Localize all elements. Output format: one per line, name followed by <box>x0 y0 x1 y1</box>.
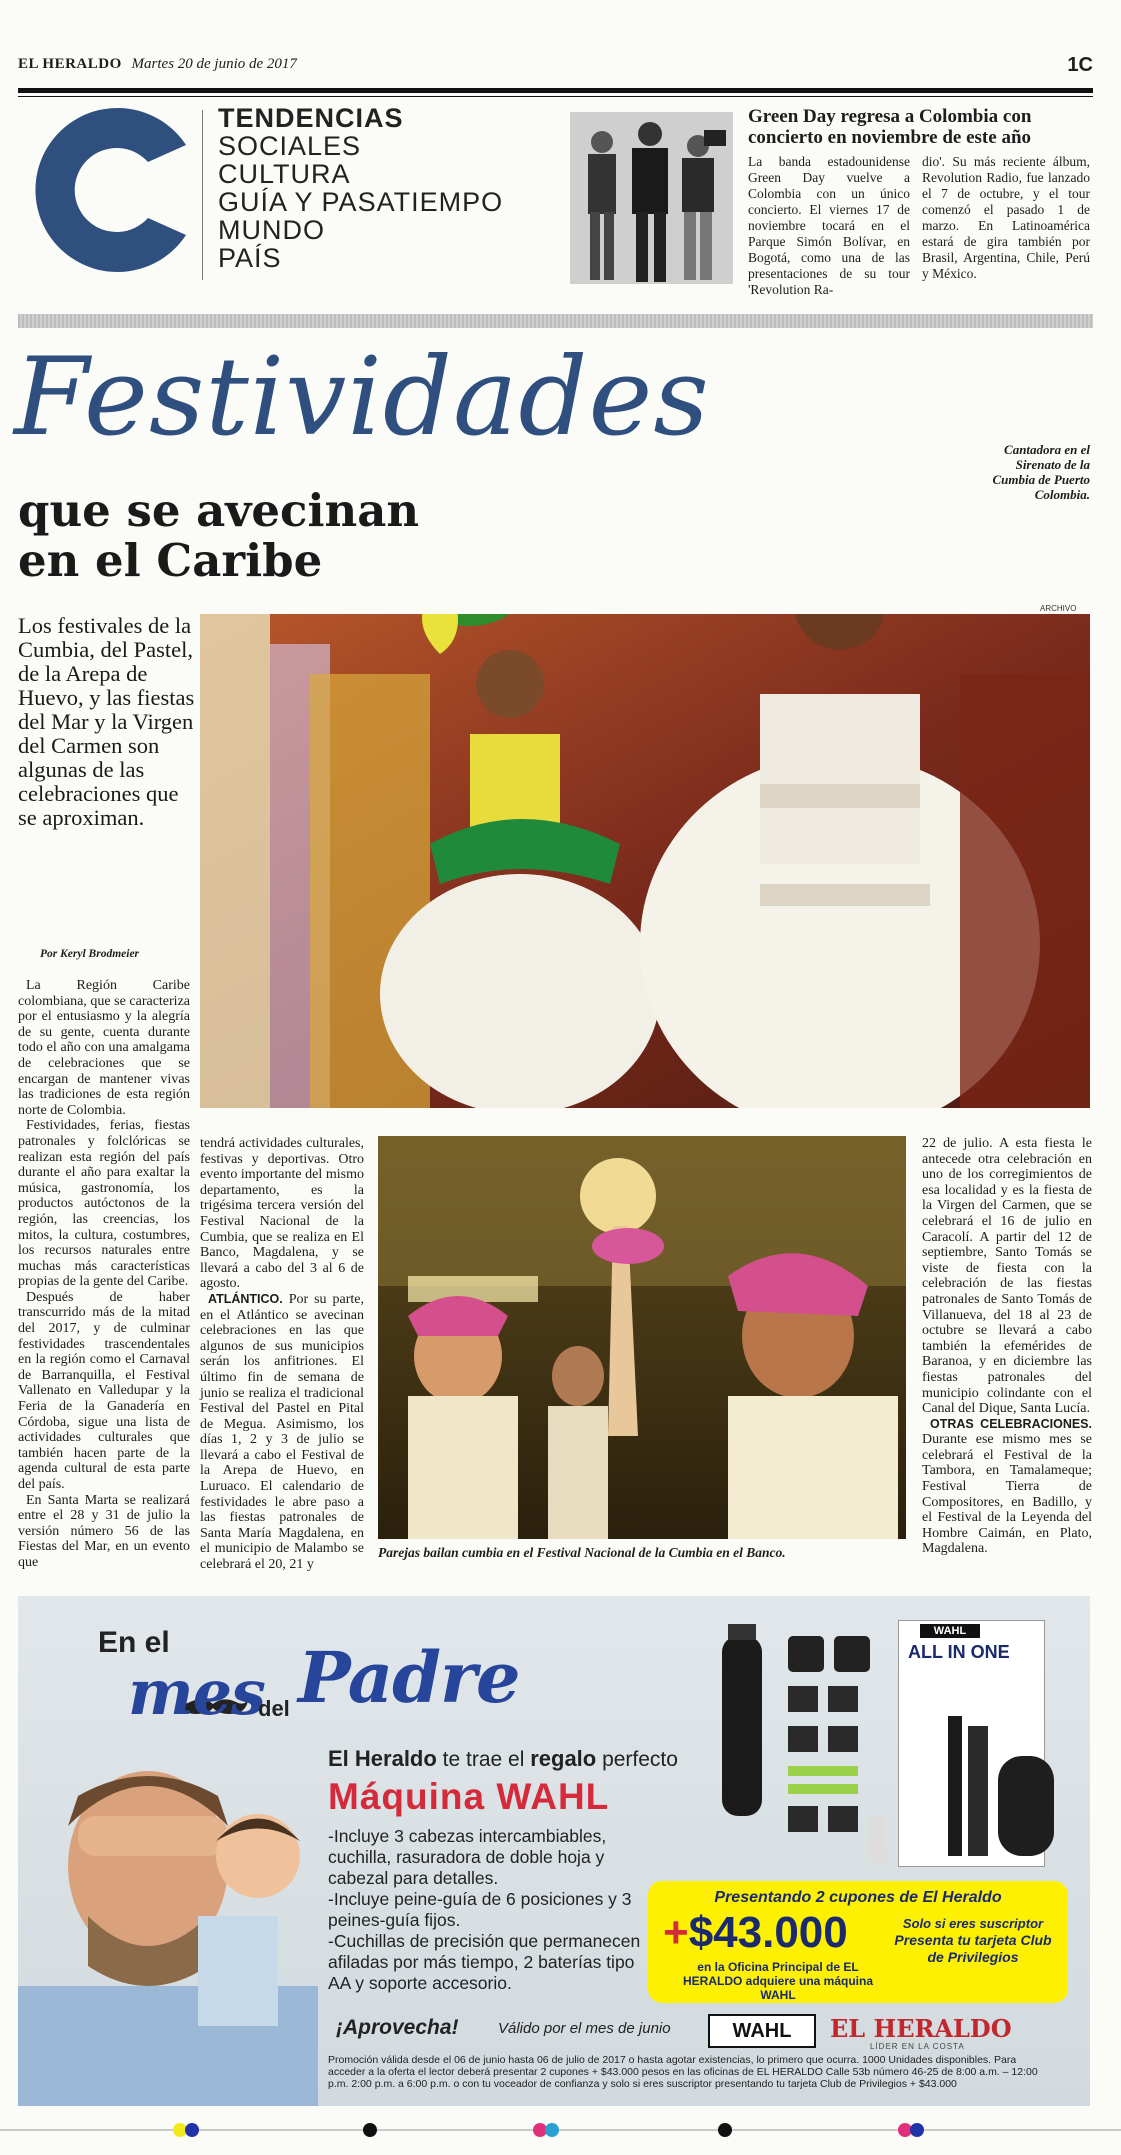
wahl-advertisement[interactable] <box>18 1596 1090 2106</box>
heraldo-tagline: LÍDER EN LA COSTA <box>870 2042 965 2051</box>
article-headline: Festividades <box>14 335 710 460</box>
coupon-subscriber-note <box>888 1916 1058 1966</box>
ad-feature-item: -Incluye peine-guía de 6 posiciones y 3 peines-guía fijos. <box>328 1889 632 1930</box>
price-value: $43.000 <box>688 1908 848 1957</box>
section-band <box>18 314 1093 328</box>
subscriber-only: Solo si eres suscriptor <box>902 1916 1044 1931</box>
section-divider <box>202 110 203 280</box>
section-item-guia[interactable]: GUÍA Y PASATIEMPO <box>218 187 504 217</box>
ad-validity: Válido por el mes de junio <box>498 2020 671 2037</box>
ad-tagline-regalo: regalo <box>530 1746 597 1771</box>
trimmer-kit-image <box>708 1616 898 1876</box>
box-title: ALL IN ONE <box>908 1642 1010 1662</box>
section-item-cultura[interactable]: CULTURA <box>218 159 351 189</box>
comb-brush-image <box>938 1696 1058 1866</box>
body-paragraph: 22 de julio. A esta fiesta le antecede otra celebración en uno de los corregimientos de esa localidad y es la fiesta de la Virgen del Carmen, que se celebrará el 16 de julio en Caracolí. A partir del 12 de septiembre, Santo Tomás se viste de fiesta con la celebración de las fiestas patronales de Santo Tomás de Villanueva, del 18 al 23 de octubre se llevará a cabo también la efemérides de Baranoa, y en diciembre las fiestas patronales del municipio colindante con el Canal del Dique, Santa Lucía. <box>922 1136 1092 1417</box>
body-paragraph: Después de haber transcurrido más de la mitad del 2017, y de culminar festividades trascendentales en la región como el Carnaval de Barranquilla, el Festival Vallenato en Valledupar y la Feria de la Ganadería en Córdoba, sigue una lista de actividades culturales que también hacen parte de la agenda cultural de esta parte del país. <box>18 1289 190 1492</box>
issue-date: Martes 20 de junio de 2017 <box>131 56 297 72</box>
ad-del: del <box>258 1696 290 1721</box>
ad-padre: Padre <box>298 1636 520 1719</box>
ad-mes: mes <box>128 1656 265 1729</box>
ad-product-name: Máquina WAHL <box>328 1776 610 1817</box>
section-letter-c <box>16 100 206 280</box>
greenday-headline[interactable]: Green Day regresa a Colombia con concierto en noviembre de este año <box>748 106 1032 148</box>
father-child-photo <box>18 1736 318 2106</box>
section-item-sociales[interactable]: SOCIALES <box>218 131 362 161</box>
ad-cta: ¡Aprovecha! <box>336 2016 459 2039</box>
paper-name: EL HERALDO <box>18 56 122 72</box>
page-number: 1C <box>1067 54 1093 76</box>
ad-legal-text: Promoción válida desde el 06 de junio hasta 06 de julio de 2017 o hasta agotar existencias, lo primero que ocurra. 1000 Unidades disponibles. Para acceder a la oferta el lector deberá presentar 2 cupones + $43.000 pesos en las oficinas de EL HERALDO Calle 53b número 46-25 de 8:00 a.m. – 12:00 p.m. 2:00 p.m. a 6:00 p.m. o con tu voceador de confianza y solo si eres suscriptor presentando tu tarjeta Club de Privilegios + $43.000 <box>328 2054 1038 2090</box>
photo-cumbia-dancers <box>378 1136 906 1539</box>
article-body-col4 <box>922 1136 1092 1557</box>
ad-feature-list <box>328 1826 658 1994</box>
ad-en-el: En el <box>98 1626 170 1659</box>
photo-caption: Cantadora en el Sirenato de la Cumbia de Puerto Colombia. <box>992 442 1090 502</box>
price-plus-sign: + <box>663 1908 689 1957</box>
ad-tagline-brand: El Heraldo <box>328 1746 437 1771</box>
greenday-body-col1: La banda estadounidense Green Day vuelve a Colombia con un único concierto. El viernes 17 de noviembre tocará en el Parque Simón Bolívar, en Bogotá, como una de las presentaciones de su tour 'Revolution Ra- <box>748 154 910 297</box>
greenday-body-col2: dio'. Su más reciente álbum, Revolution Radio, fue lanzado el 7 de octubre, y el tour comenzó el pasado 1 de marzo. En Latinoamérica estará de gira también por Brasil, Argentina, Chile, Perú y México. <box>922 154 1090 281</box>
header-rule <box>18 88 1093 93</box>
section-item-tendencias[interactable]: TENDENCIAS <box>218 103 404 133</box>
article-subhead <box>18 486 419 586</box>
subhead-line-2: en el Caribe <box>18 534 323 587</box>
page-header <box>18 56 1093 78</box>
body-paragraph: Festividades, ferias, fiestas patronales y folclóricas se realizan esta región del país durante el año para exaltar la música, gastronomía, los productos autóctonos de la región, las creencias, los mitos, la cultura, costumbres, los recursos naturales entre muchas más características propias de la gente del Caribe. <box>18 1118 190 1290</box>
ad-tagline-end: perfecto <box>596 1748 678 1771</box>
ad-feature-item: -Cuchillas de precisión que permanecen afiladas por más tiempo, 2 baterías tipo AA y soporte accesorio. <box>328 1931 641 1993</box>
club-card-note: Presenta tu tarjeta Club de Privilegios <box>894 1932 1052 1965</box>
section-list <box>218 104 503 272</box>
article-lede: Los festivales de la Cumbia, del Pastel, de la Arepa de Huevo, y las fiestas del Mar y la Virgen del Carmen son algunas de las celebraciones que se aproximan. <box>18 613 195 830</box>
body-paragraph <box>922 1417 1092 1557</box>
body-paragraph: En Santa Marta se realizará entre el 28 y 31 de julio la versión número 56 de las Fiestas del Mar, en un evento que <box>18 1492 190 1570</box>
coupon-heading: Presentando 2 cupones de El Heraldo <box>714 1889 1002 1906</box>
article-body-col1 <box>18 978 190 1571</box>
ad-tagline <box>328 1746 678 1772</box>
lead-in-otras: OTRAS CELEBRACIONES. <box>930 1416 1092 1431</box>
box-brand: WAHL <box>920 1624 980 1638</box>
body-text: Durante ese mismo mes se celebrará el Festival de la Tambora, en Tamalameque; Festival Tierra de Compositores, en Badillo, y el Festival de la Leyenda del Hombre Caimán, en Plato, Magdalena. <box>922 1432 1092 1557</box>
header-rule-thin <box>18 96 1093 97</box>
section-item-pais[interactable]: PAÍS <box>218 243 282 273</box>
ad-feature-item: -Incluye 3 cabezas intercambiables, cuchilla, rasuradora de doble hoja y cabezal para detalles. <box>328 1826 607 1888</box>
body-paragraph: La Región Caribe colombiana, que se caracteriza por el entusiasmo y la alegría de su gente, cuenta durante todo el año con una amalgama de celebraciones que se encargan de mantener vivas las tradiciones de esta región norte de Colombia. <box>18 978 190 1118</box>
lead-in-atlantico: ATLÁNTICO. <box>208 1291 283 1306</box>
article-byline: Por Keryl Brodmeier <box>40 948 140 960</box>
heraldo-logo: EL HERALDO <box>830 2014 1012 2043</box>
body-text: Por su parte, en el Atlántico se avecinan celebraciones en las que algunos de sus municipios serán los anfitriones. El último fin de semana de junio se realiza el tradicional Festival del Pastel en Pital de Megua. Asimismo, los días 1, 2 y 3 de julio se llevará a cabo el Festival de la Arepa de Huevo, en Luruaco. El calendario de festividades le abre paso a las fiestas patronales de Santa María Magdalena, en el municipio de Malambo se celebrará el 20, 21 y <box>200 1291 364 1573</box>
main-photo-dancers <box>200 614 1090 1108</box>
body-paragraph: tendrá actividades culturales, festivas y deportivas. Otro evento importante del mismo departamento, es la trigésima tercera versión del Festival Nacional de la Cumbia, que se realiza en El Banco, Magdalena, y se llevará a cabo del 3 al 6 de agosto. <box>200 1136 364 1292</box>
subhead-line-1: que se avecinan <box>18 484 420 537</box>
coupon-location: en la Oficina Principal de EL HERALDO adquiere una máquina WAHL <box>682 1960 874 2002</box>
body-paragraph <box>200 1292 364 1573</box>
photo2-caption: Parejas bailan cumbia en el Festival Nacional de la Cumbia en el Banco. <box>378 1545 786 1560</box>
photo-credit: ARCHIVO <box>1040 604 1077 613</box>
print-registration-bar <box>0 2120 1121 2140</box>
section-item-mundo[interactable]: MUNDO <box>218 215 325 245</box>
wahl-logo: WAHL <box>708 2014 816 2048</box>
article-body-col2 <box>200 1136 364 1573</box>
coupon-price <box>663 1908 848 1958</box>
greenday-photo <box>570 112 733 284</box>
ad-tagline-text: te trae el <box>436 1748 531 1771</box>
